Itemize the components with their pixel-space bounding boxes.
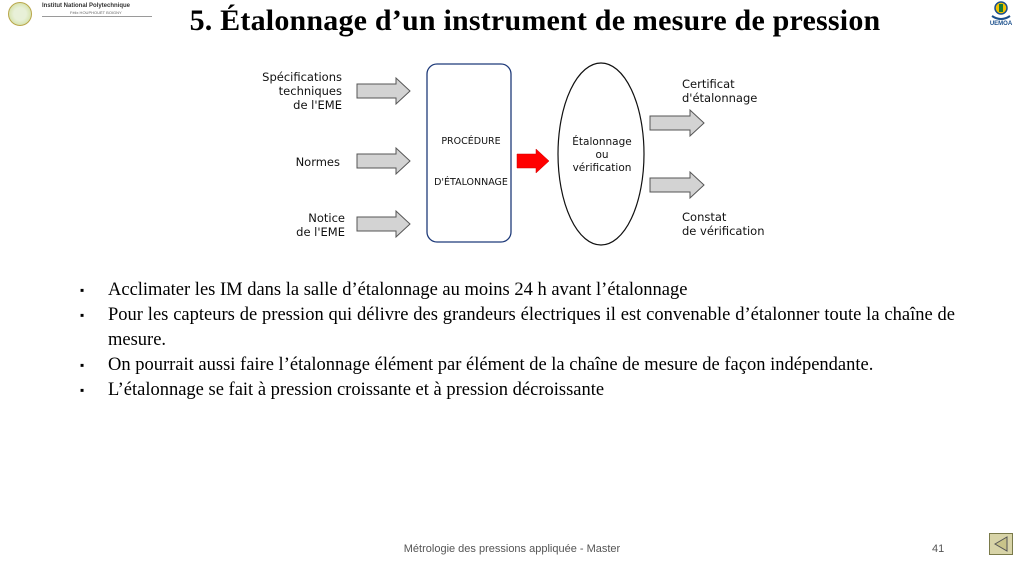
page-number: 41	[932, 543, 945, 555]
calibration-diagram	[0, 0, 1024, 260]
ellipse-label-line: Étalonnage	[572, 136, 632, 148]
bullet-text: L’étalonnage se fait à pression croissante et à pression décroissante	[108, 380, 605, 400]
bullet-item	[80, 378, 955, 403]
diagram-shapes	[0, 0, 1024, 260]
uemoa-label: UEMOA	[989, 21, 1013, 27]
bullet-item	[80, 303, 955, 353]
procedure-label-top: PROCÉDURE	[441, 136, 501, 147]
bullet-icon: ▪	[80, 383, 85, 397]
input-arrow-normes	[357, 148, 410, 174]
slide-title: 5. Étalonnage d’un instrument de mesure de pression	[189, 4, 881, 37]
ellipse-label-line: vérification	[572, 162, 632, 174]
output-label-certificat	[682, 77, 802, 105]
input-label-line: techniques	[278, 84, 342, 98]
bullet-icon: ▪	[80, 308, 85, 322]
procedure-box	[427, 64, 511, 242]
bullet-item	[80, 278, 955, 303]
output-label-line: Certificat	[682, 77, 735, 91]
output-label-line: d'étalonnage	[682, 91, 758, 105]
ellipse-label	[558, 136, 646, 175]
output-arrow-constat	[650, 172, 704, 198]
ellipse-label-line: ou	[595, 149, 609, 161]
input-label-line: Normes	[295, 155, 340, 169]
institution-subtitle: Félix HOUPHOUËT BOIGNY	[70, 10, 122, 15]
input-label-line: de l'EME	[296, 225, 345, 239]
input-label-normes	[240, 155, 340, 169]
highlight-arrow	[517, 149, 549, 173]
bullet-icon: ▪	[80, 283, 85, 297]
bullet-text: On pourrait aussi faire l’étalonnage élément par élément de la chaîne de mesure de façon indépendante.	[108, 355, 874, 375]
bullet-list	[80, 278, 955, 403]
output-label-line: Constat	[682, 210, 727, 224]
input-arrow-notice	[357, 211, 410, 237]
institution-name: Institut National Polytechnique	[42, 3, 131, 9]
output-label-constat	[682, 210, 802, 238]
input-label-line: de l'EME	[293, 98, 342, 112]
footer-course: Métrologie des pressions appliquée - Master	[403, 543, 621, 555]
input-label-line: Spécifications	[262, 70, 342, 84]
input-arrow-specifications	[357, 78, 410, 104]
bullet-text: Acclimater les IM dans la salle d’étalonnage au moins 24 h avant l’étalonnage	[108, 280, 688, 300]
input-label-notice	[240, 211, 345, 239]
procedure-label-bottom: D'ÉTALONNAGE	[434, 177, 508, 188]
bullet-item	[80, 353, 955, 378]
back-arrow-icon	[990, 534, 1012, 554]
input-label-line: Notice	[308, 211, 345, 225]
output-arrow-certificat	[650, 110, 704, 136]
bullet-icon: ▪	[80, 358, 85, 372]
back-button[interactable]	[989, 533, 1013, 555]
output-label-line: de vérification	[682, 224, 765, 238]
input-label-specifications	[240, 70, 342, 112]
bullet-text: Pour les capteurs de pression qui délivre des grandeurs électriques il est convenable d’étalonner toute la chaîne de mesure.	[108, 305, 955, 350]
